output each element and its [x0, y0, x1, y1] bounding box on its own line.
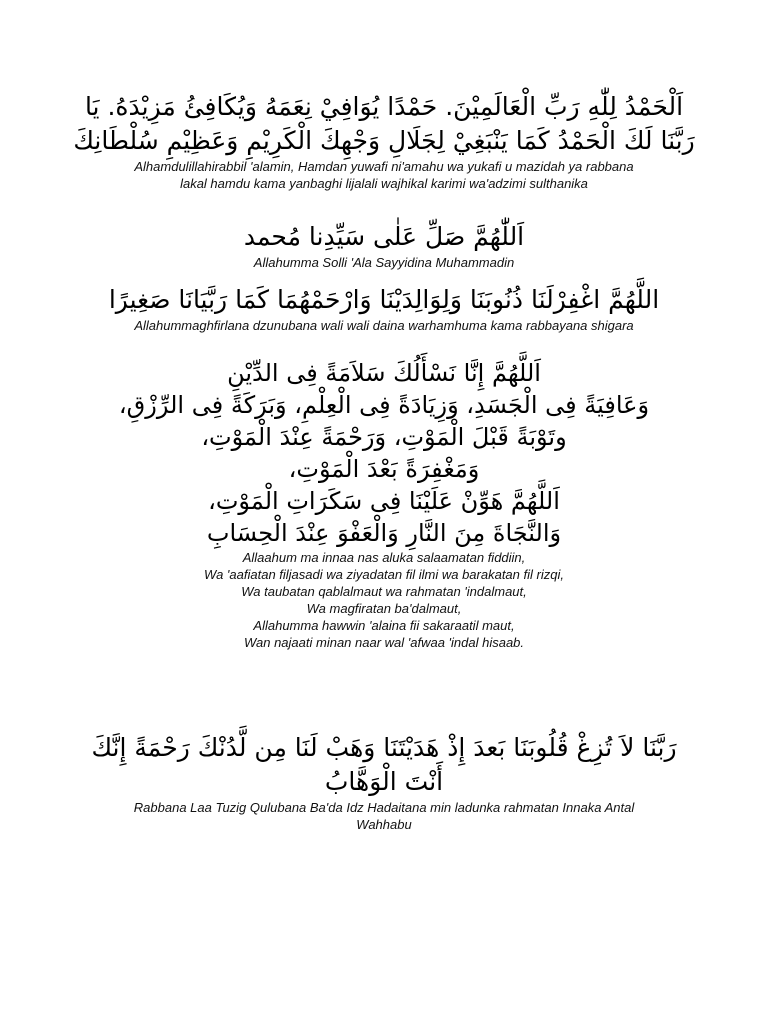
transliteration-line: lakal hamdu kama yanbaghi lijalali wajhikal karimi wa'adzimi sulthanika	[180, 176, 588, 191]
arabic-line: اَللَّهُمَّ إِنَّا نَسْأَلُكَ سَلاَمَةً فِى الدِّيْنِ	[227, 359, 541, 387]
prayer-well-being	[60, 357, 708, 651]
arabic-line: اللَّهُمَّ اغْفِرْلَنَا ذُنُوبَنَا وَلِوَالِدَيْنَا وَارْحَمْهُمَا كَمَا رَبَّيَانَا صَغِيرًا	[108, 285, 660, 314]
transliteration-line: Allahumma hawwin 'alaina fii sakaraatil maut,	[253, 618, 515, 633]
transliteration-line: Wa magfiratan ba'dalmaut,	[306, 601, 462, 616]
arabic-line: اَلْحَمْدُ لِلّٰهِ رَبِّ الْعَالَمِيْنَ. حَمْدًا يُوَافِيْ نِعَمَهُ وَيُكَافِئُ مَزِيْدَهُ. يَا	[84, 92, 684, 121]
prayer-steadfast-hearts	[60, 731, 708, 833]
arabic-line: وتَوْبَةً قَبْلَ الْمَوْتِ، وَرَحْمَةً عِنْدَ الْمَوْتِ،	[201, 423, 567, 451]
arabic-line: رَبَّنَا لَكَ الْحَمْدُ كَمَا يَنْبَغِيْ لِجَلَالِ وَجْهِكَ الْكَرِيْمِ وَعَظِيْمِ سُلْطَانِكَ	[73, 126, 695, 155]
arabic-line: اَللَّهُمَّ هَوِّنْ عَلَيْنَا فِى سَكَرَاتِ الْمَوْتِ،	[208, 487, 560, 515]
transliteration-line: Rabbana Laa Tuzig Qulubana Ba'da Idz Hadaitana min ladunka rahmatan Innaka Antal	[133, 800, 635, 815]
transliteration-line: Allaahum ma innaa nas aluka salaamatan fiddiin,	[242, 550, 526, 565]
transliteration-line: Allahumma Solli 'Ala Sayyidina Muhammadin	[253, 255, 515, 270]
arabic-line: رَبَّنَا لاَ تُزِغْ قُلُوبَنَا بَعدَ إِذْ هَدَيْتَنَا وَهَبْ لَنَا مِن لَّدُنْكَ رَحْمَةً إِنَّكَ	[91, 733, 677, 762]
arabic-line: أَنْتَ الْوَهَّابُ	[324, 767, 444, 796]
arabic-line: اَللّٰهُمَّ صَلِّ عَلٰى سَيِّدِنا مُحمد	[243, 222, 525, 251]
transliteration-line: Alhamdulillahirabbil 'alamin, Hamdan yuwafi ni'amahu wa yukafi u mazidah ya rabbana	[134, 159, 634, 174]
transliteration-line: Wa taubatan qablalmaut wa rahmatan 'indalmaut,	[241, 584, 527, 599]
arabic-line: وَعَافِيَةً فِى الْجَسَدِ، وَزِيَادَةً فِى الْعِلْمِ، وَبَرَكَةً فِى الرِّزْقِ،	[118, 391, 650, 419]
transliteration-line: Wahhabu	[356, 817, 412, 832]
transliteration-line: Allahummaghfirlana dzunubana wali wali daina warhamhuma kama rabbayana shigara	[134, 318, 634, 333]
arabic-line: وَمَغْفِرَةً بَعْدَ الْمَوْتِ،	[288, 455, 480, 483]
transliteration-line: Wa 'aafiatan filjasadi wa ziyadatan fil ilmi wa barakatan fil rizqi,	[204, 567, 564, 582]
transliteration-line: Wan najaati minan naar wal 'afwaa 'indal hisaab.	[243, 635, 525, 650]
arabic-line: وَالنَّجَاةَ مِنَ النَّارِ وَالْعَفْوَ عِنْدَ الْحِسَابِ	[206, 519, 562, 547]
prayer-hamdalah	[60, 90, 708, 192]
prayer-salawat	[60, 220, 708, 271]
prayer-forgiveness-parents	[60, 283, 708, 334]
